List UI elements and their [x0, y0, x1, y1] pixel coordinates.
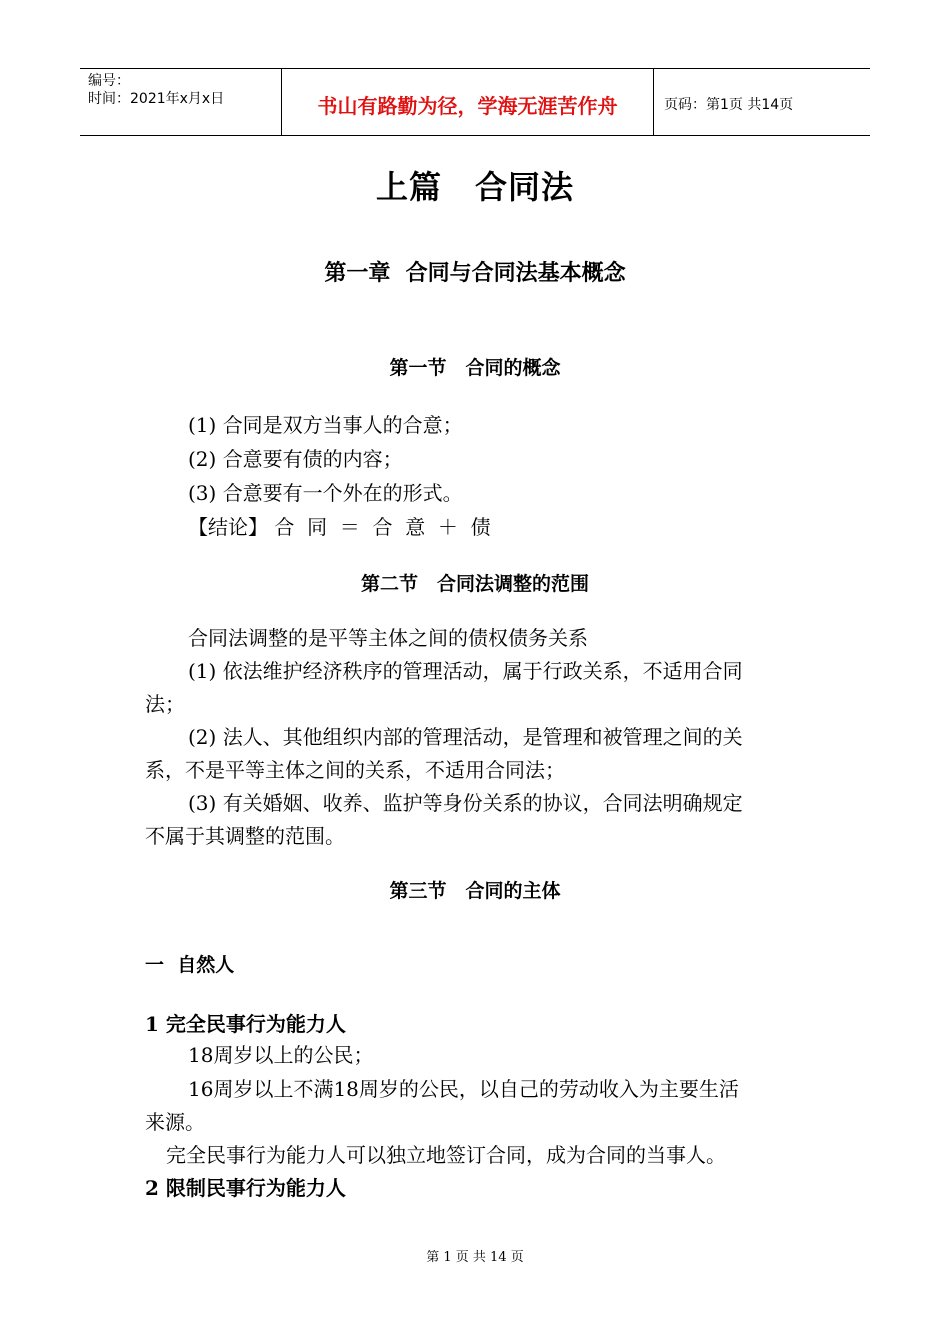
section2-line: 法； [145, 692, 185, 716]
item1-line: 完全民事行为能力人可以独立地签订合同，成为合同的当事人。 [166, 1143, 726, 1167]
item1-line: 来源。 [145, 1110, 205, 1134]
page-footer: 第 1 页 共 14 页 [426, 1250, 524, 1265]
chapter-title: 第一章 合同与合同法基本概念 [324, 261, 626, 286]
item1-heading: 1 完全民事行为能力人 [145, 1012, 346, 1036]
section2-line: (1) 依法维护经济秩序的管理活动，属于行政关系，不适用合同 [188, 659, 743, 683]
section1-item-3: (3) 合意要有一个外在的形式。 [188, 481, 463, 505]
page-header [80, 68, 870, 136]
section2-line: 系，不是平等主体之间的关系，不适用合同法； [145, 758, 565, 782]
section2-line: (2) 法人、其他组织内部的管理活动，是管理和被管理之间的关 [188, 725, 743, 749]
section1-title: 第一节 合同的概念 [389, 357, 561, 379]
section2-line: 不属于其调整的范围。 [145, 824, 345, 848]
header-page-info: 页码：第1页 共14页 [664, 97, 794, 113]
section3-subheading: 一 自然人 [145, 954, 235, 976]
section2-intro: 合同法调整的是平等主体之间的债权债务关系 [188, 626, 588, 650]
section1-item-1: (1) 合同是双方当事人的合意； [188, 413, 463, 437]
item1-line: 16周岁以上不满18周岁的公民，以自己的劳动收入为主要生活 [188, 1077, 739, 1101]
section1-conclusion: 【结论】 合 同 ＝ 合 意 ＋ 债 [188, 515, 491, 539]
section2-title: 第二节 合同法调整的范围 [360, 573, 589, 595]
item1-line: 18周岁以上的公民； [188, 1043, 374, 1067]
header-meta [80, 69, 282, 135]
section1-item-2: (2) 合意要有债的内容； [188, 447, 403, 471]
item2-heading: 2 限制民事行为能力人 [145, 1176, 346, 1200]
number-label: 编号： [88, 73, 130, 89]
section2-line: (3) 有关婚姻、收养、监护等身份关系的协议，合同法明确规定 [188, 791, 743, 815]
time-label: 时间：2021年x月x日 [88, 91, 225, 107]
section3-title: 第三节 合同的主体 [389, 880, 561, 902]
main-title: 上篇 合同法 [375, 168, 574, 206]
header-motto: 书山有路勤为径，学海无涯苦作舟 [282, 69, 654, 135]
